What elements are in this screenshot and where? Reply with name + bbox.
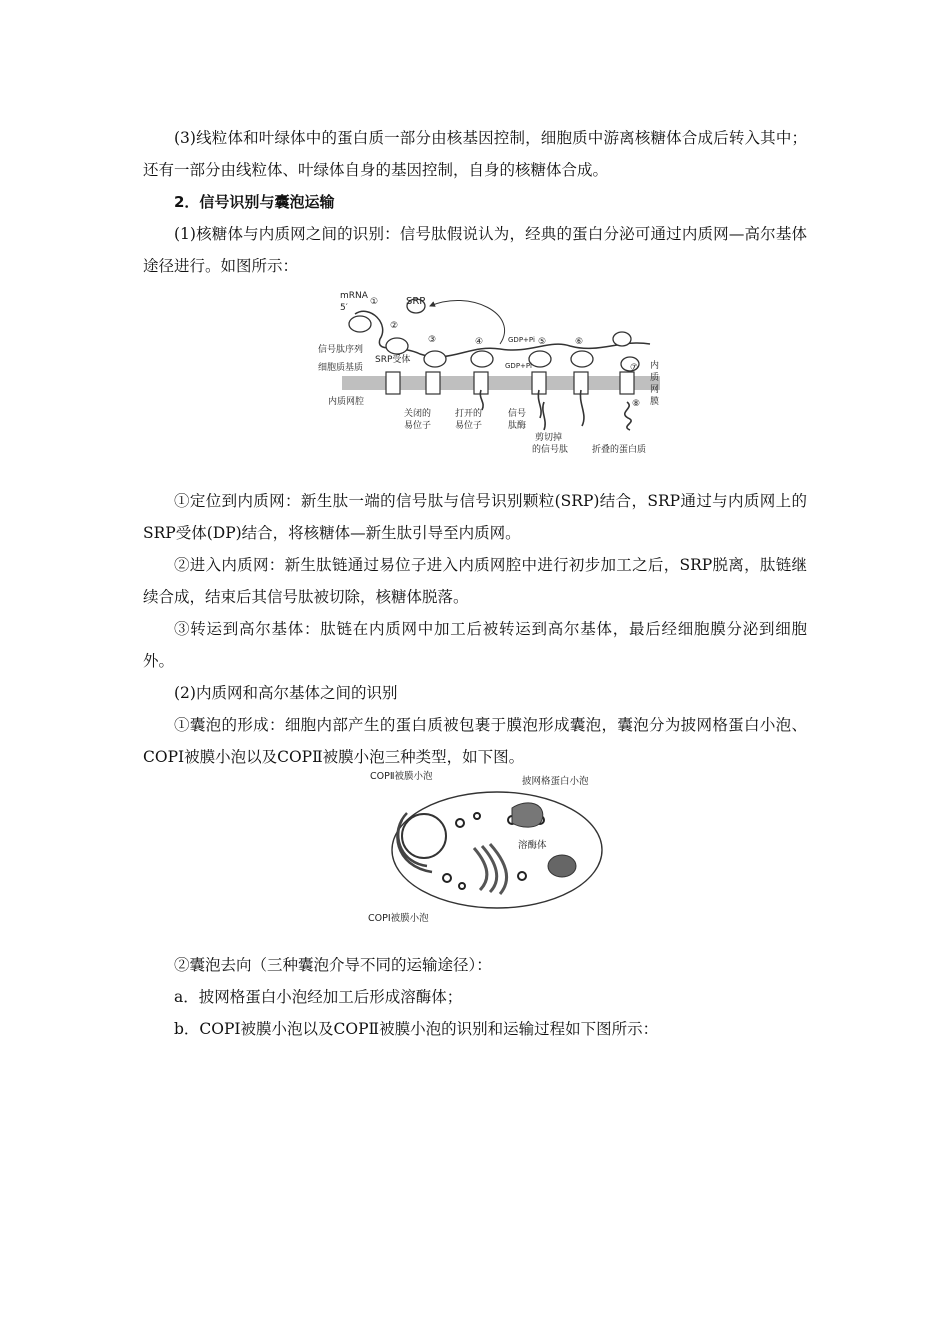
label-gdp-2: GDP+Pi xyxy=(505,362,532,370)
cleaved-signal-peptide xyxy=(543,402,545,430)
paragraph-item-a: a．披网格蛋白小泡经加工后形成溶酶体； xyxy=(174,988,463,1006)
endosome xyxy=(512,803,543,827)
step-2: ② xyxy=(390,321,399,331)
ribosome xyxy=(529,351,551,367)
label-closed-translocon-2: 易位子 xyxy=(404,421,432,431)
label-copii: COPⅡ被膜小泡 xyxy=(370,771,433,782)
ribosome xyxy=(471,351,493,367)
step-6: ⑥ xyxy=(575,337,584,347)
step-8: ⑧ xyxy=(632,399,641,409)
label-srp-receptor: SRP受体 xyxy=(375,355,411,365)
copii-vesicle xyxy=(456,819,464,827)
paragraph-step-1: ①定位到内质网：新生肽一端的信号肽与信号识别颗粒(SRP)结合，SRP通过与内质网上的SRP受体(DP)结合，将核糖体—新生肽引导至内质网。 xyxy=(143,492,807,542)
paragraph-3-mitochondria: (3)线粒体和叶绿体中的蛋白质一部分由核基因控制，细胞质中游离核糖体合成后转入其中；还有一部分由线粒体、叶绿体自身的基因控制，自身的核糖体合成。 xyxy=(143,129,807,179)
label-signal-peptidase: 信号 xyxy=(508,409,527,419)
label-srp: SRP xyxy=(406,296,426,307)
copi-vesicle xyxy=(459,883,465,889)
paragraph-item-b: b．COPⅠ被膜小泡以及COPⅡ被膜小泡的识别和运输过程如下图所示： xyxy=(174,1020,659,1038)
folded-protein xyxy=(625,402,631,430)
paragraph-step-3: ③转运到高尔基体：肽链在内质网中加工后被转运到高尔基体，最后经细胞膜分泌到细胞外。 xyxy=(143,620,807,670)
label-gdp-1: GDP+Pi xyxy=(508,336,535,344)
paragraph-step-2: ②进入内质网：新生肽链通过易位子进入内质网腔中进行初步加工之后，SRP脱离，肽链继续合成，结束后其信号肽被切除，核糖体脱落。 xyxy=(143,556,807,606)
translocon xyxy=(386,372,400,394)
clathrin-vesicle xyxy=(518,872,526,880)
copi-vesicle xyxy=(443,874,451,882)
copii-vesicle xyxy=(474,813,480,819)
paragraph-er-golgi: (2)内质网和高尔基体之间的识别 xyxy=(174,684,398,702)
label-mrna: mRNA xyxy=(340,291,368,301)
label-er-membrane-2: 质 xyxy=(650,373,660,383)
label-signal-peptidase-2: 肽酶 xyxy=(508,421,527,431)
label-open-translocon-2: 易位子 xyxy=(455,421,483,431)
translocon xyxy=(426,372,440,394)
label-cleaved-peptide-2: 的信号肽 xyxy=(532,445,569,455)
ribosome xyxy=(349,316,371,332)
srp-recycle-arrow xyxy=(430,300,505,344)
step-1: ① xyxy=(370,297,379,307)
ribosome xyxy=(386,338,408,354)
label-copi: COPⅠ被膜小泡 xyxy=(368,913,429,924)
label-open-translocon: 打开的 xyxy=(455,409,483,419)
step-4: ④ xyxy=(475,337,484,347)
signal-peptide-diagram xyxy=(300,284,680,464)
label-5-prime: 5′ xyxy=(340,303,348,313)
label-closed-translocon: 关闭的 xyxy=(404,409,432,419)
label-er-membrane-1: 内 xyxy=(650,361,660,371)
step-7: ⑦ xyxy=(630,363,639,373)
vesicle-types-diagram xyxy=(362,768,622,930)
label-signal-sequence: 信号肽序列 xyxy=(318,345,364,355)
paragraph-vesicle-destination: ②囊泡去向（三种囊泡介导不同的运输途径）： xyxy=(174,956,492,974)
nucleus xyxy=(402,814,446,858)
paragraph-vesicle-formation: ①囊泡的形成：细胞内部产生的蛋白质被包裹于膜泡形成囊泡，囊泡分为披网格蛋白小泡、COPⅠ被膜小泡以及COPⅡ被膜小泡三种类型，如下图。 xyxy=(143,716,807,766)
translocon xyxy=(620,372,634,394)
label-cleaved-peptide: 剪切掉 xyxy=(535,433,563,443)
label-lysosome: 溶酶体 xyxy=(518,840,547,851)
label-er-membrane-4: 膜 xyxy=(650,397,660,407)
label-er-lumen: 内质网腔 xyxy=(328,397,365,407)
ribosome xyxy=(613,332,631,346)
section-heading-2: 2．信号识别与囊泡运输 xyxy=(174,193,335,211)
label-clathrin: 披网格蛋白小泡 xyxy=(522,776,589,787)
ribosome xyxy=(424,351,446,367)
label-folded-protein: 折叠的蛋白质 xyxy=(592,445,647,455)
step-3: ③ xyxy=(428,335,437,345)
label-cytoplasm-matrix: 细胞质基质 xyxy=(318,363,364,373)
paragraph-1-signal-hypothesis: (1)核糖体与内质网之间的识别：信号肽假说认为，经典的蛋白分泌可通过内质网—高尔基体途径进行。如图所示： xyxy=(143,225,807,275)
ribosome xyxy=(571,351,593,367)
label-er-membrane-3: 网 xyxy=(650,385,660,395)
nascent-peptide xyxy=(580,390,584,426)
step-5: ⑤ xyxy=(538,337,547,347)
lysosome xyxy=(548,855,576,877)
